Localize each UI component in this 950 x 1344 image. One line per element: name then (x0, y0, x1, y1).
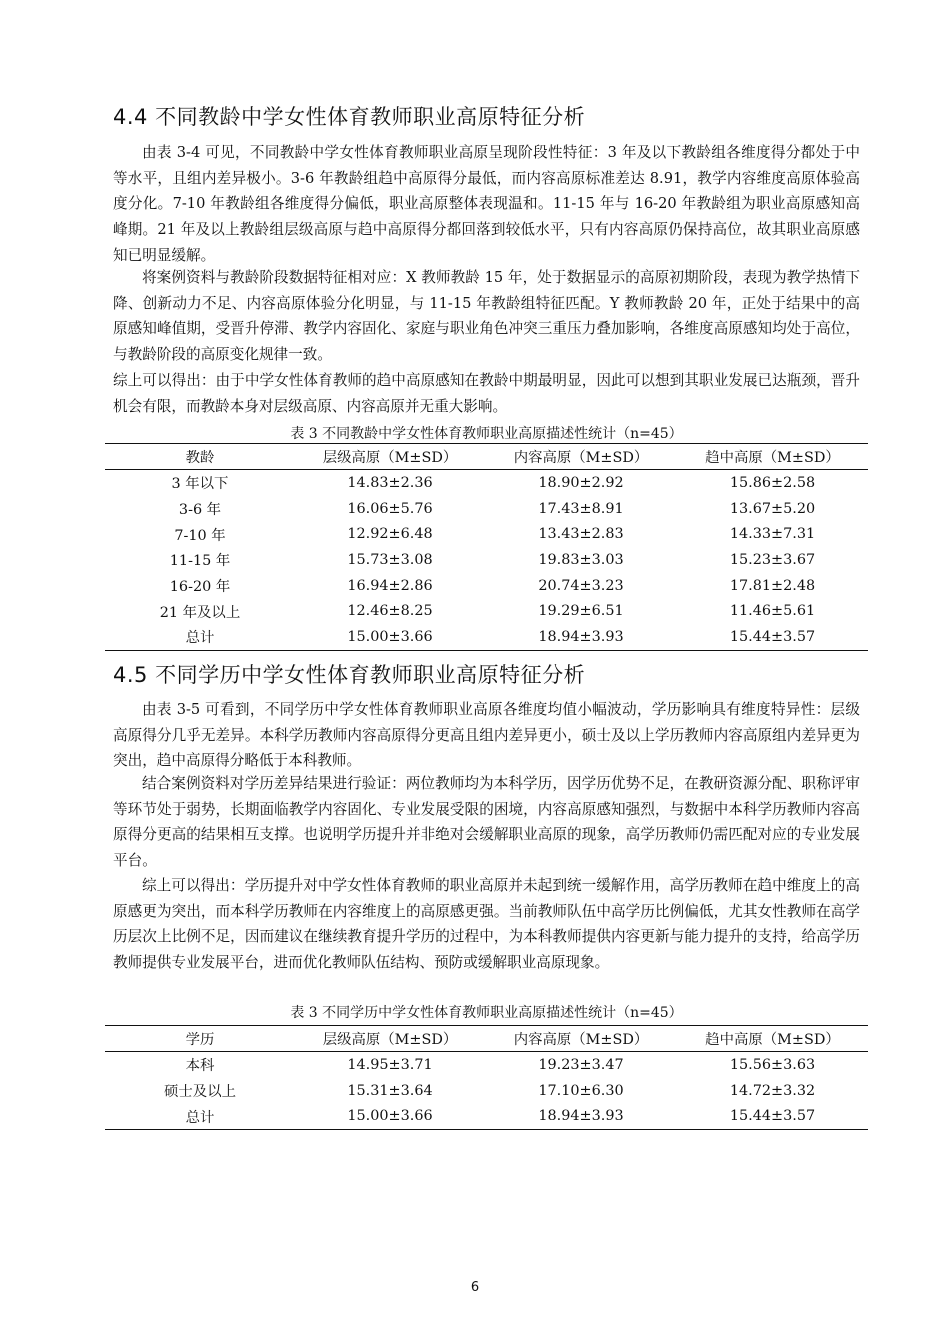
table-cell: 总计 (105, 624, 295, 650)
table-cell: 本科 (185, 1058, 215, 1075)
table-cell: 11.46±5.61 (729, 603, 816, 620)
table-cell: 14.95±3.71 (347, 1056, 433, 1073)
table-cell: 19.29±6.51 (538, 603, 624, 620)
table-cell: 15.56±3.63 (729, 1056, 816, 1073)
table-row (105, 496, 868, 522)
table-row-total (105, 1103, 868, 1129)
table-cell: 17.10±6.30 (538, 1082, 624, 1099)
table-cell: 15.23±3.67 (729, 551, 816, 568)
table-cell: 16.06±5.76 (347, 500, 433, 517)
table-row (105, 547, 868, 573)
column-header: 趋中高原（M±SD） (677, 444, 868, 470)
table-3-5-caption: 表 3 不同学历中学女性体育教师职业高原描述性统计（n=45） (290, 1005, 683, 1021)
table-cell: 15.00±3.66 (295, 624, 485, 650)
table-cell: 7-10 年 (174, 527, 226, 544)
table-cell: 17.43±8.91 (538, 500, 624, 517)
column-header: 层级高原（M±SD） (295, 444, 485, 470)
column-header: 学历 (105, 1026, 295, 1052)
table-header-row (105, 444, 868, 470)
section-4-5-paragraph-3: 综上可以得出：学历提升对中学女性体育教师的职业高原并未起到统一缓解作用，高学历教师在趋中维度上的高原感更为突出，而本科学历教师在内容维度上的高原感更强。当前教师队伍中高学历比例偏低，尤其女性教师在高学历层次上比例不足，因而建议在继续教育提升学历的过程中，为本科教师提供内容更新与能力提升的支持，给高学历教师提供专业发展平台，进而优化教师队伍结构、预防或缓解职业高原现象。 (113, 877, 860, 972)
table-cell: 18.94±3.93 (485, 1103, 677, 1129)
table-cell: 3 年以下 (171, 476, 229, 493)
table-cell: 14.83±2.36 (347, 474, 433, 491)
table-cell: 15.00±3.66 (295, 1103, 485, 1129)
table-cell: 18.94±3.93 (485, 624, 677, 650)
table-cell: 12.92±6.48 (347, 526, 433, 543)
table-cell: 15.73±3.08 (347, 551, 433, 568)
table-cell: 19.83±3.03 (538, 551, 624, 568)
table-row-total (105, 624, 868, 650)
table-cell: 14.72±3.32 (729, 1082, 816, 1099)
table-cell: 15.44±3.57 (677, 624, 868, 650)
column-header: 趋中高原（M±SD） (677, 1026, 868, 1052)
table-row (105, 598, 868, 624)
table-3-5-education (105, 1025, 868, 1130)
section-4-5-heading: 4.5 不同学历中学女性体育教师职业高原特征分析 (113, 663, 586, 687)
table-cell: 3-6 年 (178, 502, 222, 519)
table-cell: 硕士及以上 (164, 1084, 236, 1101)
section-4-4-paragraph-1: 由表 3-4 可见，不同教龄中学女性体育教师职业高原呈现阶段性特征：3 年及以下教龄组各维度得分都处于中等水平，且组内差异极小。3-6 年教龄组趋中高原得分最低，而内容高原标准差达 8.91，教学内容维度高原体验高度分化。7-10 年教龄组各维度得分偏低，职业高原整体表现温和。11-15 年与 16-20 年教龄组为职业高原感知高峰期。21 年及以上教龄组层级高原与趋中高原得分都回落到较低水平，只有内容高原仍保持高位，故其职业高原感知已明显缓解。 (113, 144, 860, 264)
table-row (105, 1078, 868, 1104)
table-cell: 15.44±3.57 (677, 1103, 868, 1129)
table-cell: 17.81±2.48 (729, 577, 816, 594)
section-4-4-paragraph-3: 综上可以得出：由于中学女性体育教师的趋中高原感知在教龄中期最明显，因此可以想到其职业发展已达瓶颈，晋升机会有限，而教龄本身对层级高原、内容高原并无重大影响。 (113, 372, 860, 415)
section-4-5-paragraph-2: 结合案例资料对学历差异结果进行验证：两位教师均为本科学历，因学历优势不足，在教研资源分配、职称评审等环节处于弱势，长期面临教学内容固化、专业发展受限的困境，内容高原感知强烈，与数据中本科学历教师内容高原得分更高的结果相互支撑。也说明学历提升并非绝对会缓解职业高原的现象，高学历教师仍需匹配对应的专业发展平台。 (113, 775, 860, 870)
table-3-4-teaching-years (105, 443, 868, 651)
table-cell: 18.90±2.92 (538, 474, 624, 491)
table-cell: 11-15 年 (169, 553, 231, 570)
column-header: 内容高原（M±SD） (485, 1026, 677, 1052)
table-cell: 16.94±2.86 (347, 577, 433, 594)
section-4-4-paragraph-2: 将案例资料与教龄阶段数据特征相对应：X 教师教龄 15 年，处于数据显示的高原初期阶段，表现为教学热情下降、创新动力不足、内容高原体验分化明显，与 11-15 年教龄组特征匹配。Y 教师教龄 20 年，正处于结果中的高原感知峰值期，受晋升停滞、教学内容固化、家庭与职业角色冲突三重压力叠加影响，各维度高原感知均处于高位，与教龄阶段的高原变化规律一致。 (113, 269, 860, 364)
table-cell: 总计 (105, 1103, 295, 1129)
table-cell: 13.67±5.20 (729, 500, 816, 517)
table-row (105, 521, 868, 547)
section-4-4-heading: 4.4 不同教龄中学女性体育教师职业高原特征分析 (113, 105, 586, 129)
table-cell: 14.33±7.31 (729, 526, 816, 543)
table-cell: 16-20 年 (169, 579, 231, 596)
table-cell: 15.86±2.58 (729, 474, 816, 491)
column-header: 内容高原（M±SD） (485, 444, 677, 470)
table-cell: 13.43±2.83 (538, 526, 624, 543)
table-cell: 20.74±3.23 (538, 577, 624, 594)
column-header: 教龄 (105, 444, 295, 470)
table-header-row (105, 1026, 868, 1052)
page-number: 6 (470, 1280, 480, 1295)
table-row (105, 470, 868, 496)
table-cell: 15.31±3.64 (347, 1082, 433, 1099)
table-row (105, 1052, 868, 1078)
table-row (105, 573, 868, 599)
section-4-5-paragraph-1: 由表 3-5 可看到，不同学历中学女性体育教师职业高原各维度均值小幅波动，学历影响具有维度特异性：层级高原得分几乎无差异。本科学历教师内容高原得分更高且组内差异更小，硕士及以上学历教师内容高原组内差异更为突出，趋中高原得分略低于本科教师。 (113, 701, 860, 770)
table-cell: 19.23±3.47 (538, 1056, 624, 1073)
column-header: 层级高原（M±SD） (295, 1026, 485, 1052)
table-3-4-caption: 表 3 不同教龄中学女性体育教师职业高原描述性统计（n=45） (290, 426, 683, 442)
table-cell: 12.46±8.25 (347, 603, 433, 620)
table-cell: 21 年及以上 (159, 604, 241, 621)
